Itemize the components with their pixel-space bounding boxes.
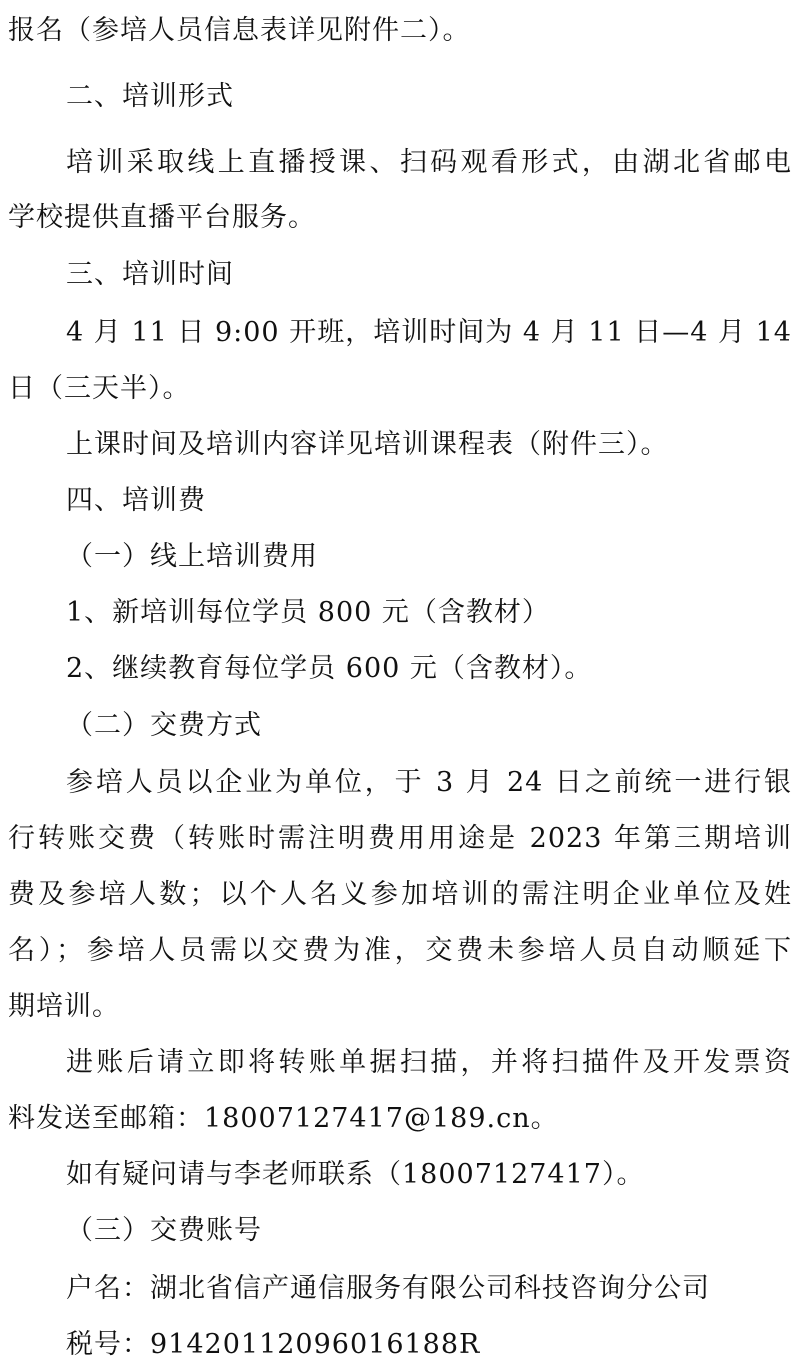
text-line-payment-2: 行转账交费（转账时需注明费用用途是 2023 年第三期培训 bbox=[8, 823, 792, 854]
subheading-online-fee: （一）线上培训费用 bbox=[66, 541, 318, 572]
text-line-scan-1: 进账后请立即将转账单据扫描，并将扫描件及开发票资 bbox=[66, 1047, 792, 1078]
text-line-payment-3: 费及参培人数；以个人名义参加培训的需注明企业单位及姓 bbox=[8, 879, 792, 910]
text-line-payment-5: 期培训。 bbox=[8, 991, 120, 1022]
text-line-tax-number: 税号：91420112096016188R bbox=[66, 1329, 481, 1360]
text-line-contact: 如有疑问请与李老师联系（18007127417）。 bbox=[66, 1159, 645, 1190]
text-line-scan-2: 料发送至邮箱：18007127417@189.cn。 bbox=[8, 1103, 559, 1134]
text-line-registration: 报名（参培人员信息表详见附件二）。 bbox=[8, 15, 471, 46]
text-line-payment-1: 参培人员以企业为单位，于 3 月 24 日之前统一进行银 bbox=[66, 767, 792, 798]
heading-training-time: 三、培训时间 bbox=[66, 259, 234, 290]
text-line-continuing-fee: 2、继续教育每位学员 600 元（含教材）。 bbox=[66, 653, 593, 684]
subheading-payment-method: （二）交费方式 bbox=[66, 710, 262, 741]
text-line-schedule: 上课时间及培训内容详见培训课程表（附件三）。 bbox=[66, 429, 669, 460]
text-line-time-1: 4 月 11 日 9:00 开班，培训时间为 4 月 11 日—4 月 14 bbox=[66, 317, 792, 348]
text-line-time-2: 日（三天半）。 bbox=[8, 373, 191, 404]
heading-training-format: 二、培训形式 bbox=[66, 81, 234, 112]
text-line-new-fee: 1、新培训每位学员 800 元（含教材） bbox=[66, 597, 550, 628]
subheading-payment-account: （三）交费账号 bbox=[66, 1215, 262, 1246]
text-line-format-1: 培训采取线上直播授课、扫码观看形式，由湖北省邮电 bbox=[66, 147, 792, 178]
heading-training-fee: 四、培训费 bbox=[66, 485, 206, 516]
text-line-payment-4: 名）；参培人员需以交费为准，交费未参培人员自动顺延下 bbox=[8, 935, 792, 966]
text-line-account-name: 户名：湖北省信产通信服务有限公司科技咨询分公司 bbox=[66, 1273, 710, 1304]
text-line-format-2: 学校提供直播平台服务。 bbox=[8, 202, 316, 233]
